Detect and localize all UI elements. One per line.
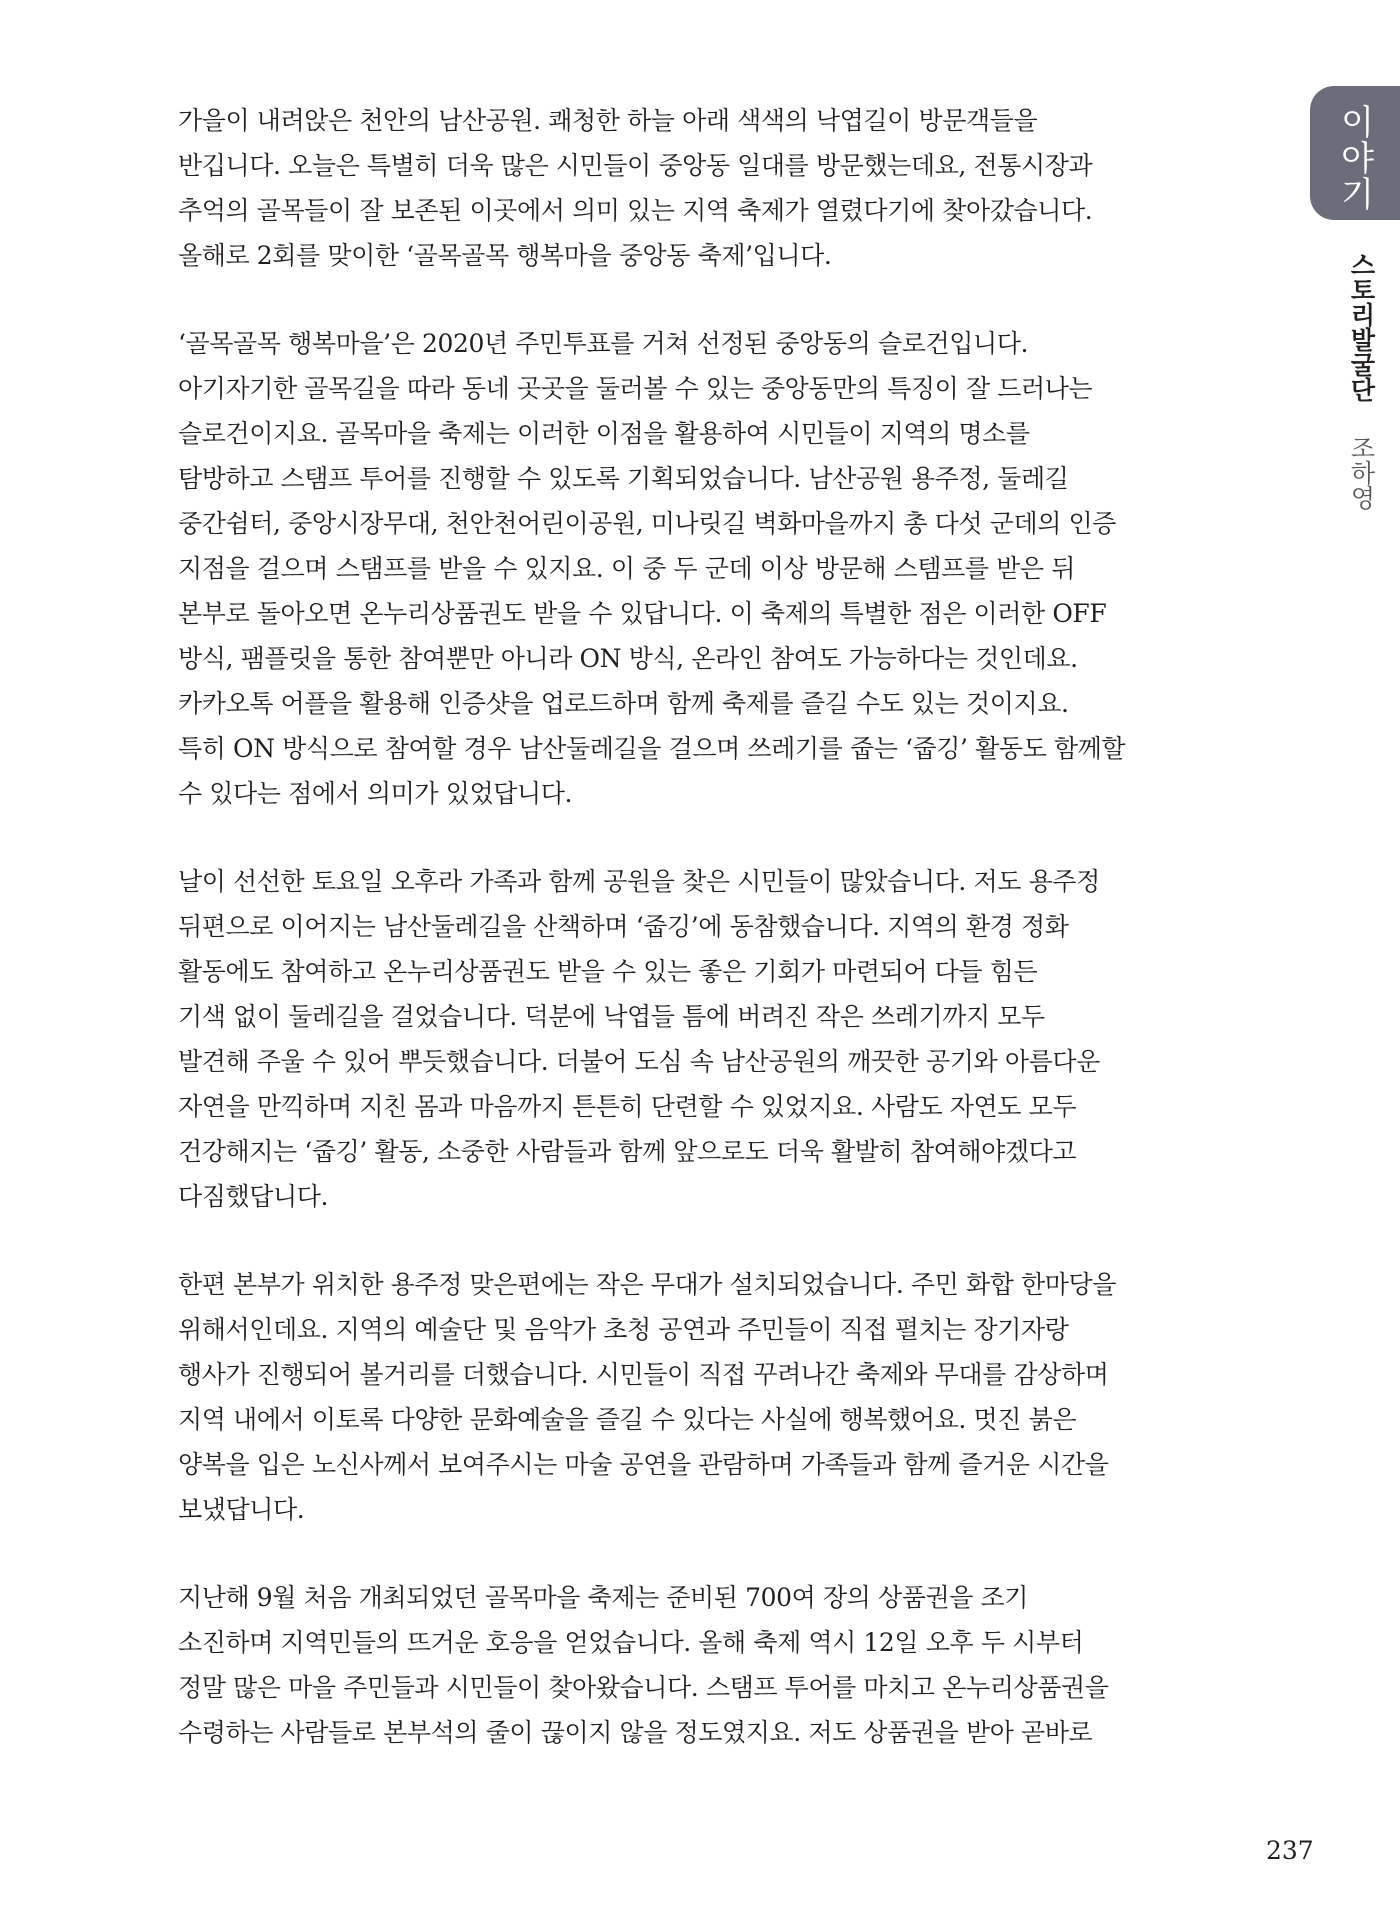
text-line: 카카오톡 어플을 활용해 인증샷을 업로드하며 함께 축제를 즐길 수도 있는 것이지요.: [178, 689, 1069, 718]
text-line: 추억의 골목들이 잘 보존된 이곳에서 의미 있는 지역 축제가 열렸다기에 찾아갔습니다.: [178, 196, 1093, 225]
page-number: 237: [1266, 1836, 1314, 1865]
paragraph: [178, 1575, 1188, 1755]
text-line: 반깁니다. 오늘은 특별히 더욱 많은 시민들이 중앙동 일대를 방문했는데요, 전통시장과: [178, 151, 1093, 180]
text-line: 수령하는 사람들로 본부석의 줄이 끊이지 않을 정도였지요. 저도 상품권을 받아 곧바로: [178, 1718, 1093, 1747]
author-name: 조하영: [1347, 434, 1376, 510]
text-line: 올해로 2회를 맞이한 ‘골목골목 행복마을 중앙동 축제’입니다.: [178, 241, 832, 270]
chapter-tab-label: 이야기: [1334, 104, 1374, 212]
text-line: 행사가 진행되어 볼거리를 더했습니다. 시민들이 직접 꾸려나간 축제와 무대를 감상하며: [178, 1360, 1109, 1389]
paragraph: [178, 98, 1188, 278]
text-line: 지난해 9월 처음 개최되었던 골목마을 축제는 준비된 700여 장의 상품권을 조기: [178, 1583, 1028, 1612]
text-line: 탐방하고 스탬프 투어를 진행할 수 있도록 기획되었습니다. 남산공원 용주정, 둘레길: [178, 464, 1069, 493]
text-line: 중간쉼터, 중앙시장무대, 천안천어린이공원, 미나릿길 벽화마을까지 총 다섯 군데의 인증: [178, 509, 1117, 538]
text-line: 뒤편으로 이어지는 남산둘레길을 산책하며 ‘줍깅’에 동참했습니다. 지역의 환경 정화: [178, 912, 1069, 941]
text-line: 수 있다는 점에서 의미가 있었답니다.: [178, 779, 572, 808]
text-line: 양복을 입은 노신사께서 보여주시는 마술 공연을 관람하며 가족들과 함께 즐거운 시간을: [178, 1450, 1109, 1479]
text-line: 활동에도 참여하고 온누리상품권도 받을 수 있는 좋은 기회가 마련되어 다들 힘든: [178, 957, 1038, 986]
text-line: 한편 본부가 위치한 용주정 맞은편에는 작은 무대가 설치되었습니다. 주민 화합 한마당을: [178, 1270, 1117, 1299]
text-line: 본부로 돌아오면 온누리상품권도 받을 수 있답니다. 이 축제의 특별한 점은 이러한 OFF: [178, 599, 1107, 628]
paragraph: [178, 859, 1188, 1219]
text-line: 다짐했답니다.: [178, 1182, 329, 1211]
text-line: 지점을 걸으며 스탬프를 받을 수 있지요. 이 중 두 군데 이상 방문해 스템프를 받은 뒤: [178, 554, 1075, 583]
paragraph: [178, 321, 1188, 816]
series-name: 스토리발굴단: [1347, 252, 1376, 402]
article-body: [178, 98, 1188, 1798]
text-line: 지역 내에서 이토록 다양한 문화예술을 즐길 수 있다는 사실에 행복했어요. 멋진 붉은: [178, 1405, 1077, 1434]
paragraph: [178, 1262, 1188, 1532]
text-line: 특히 ON 방식으로 참여할 경우 남산둘레길을 걸으며 쓰레기를 줍는 ‘줍깅’ 활동도 함께할: [178, 734, 1126, 763]
text-line: 보냈답니다.: [178, 1495, 305, 1524]
text-line: 건강해지는 ‘줍깅’ 활동, 소중한 사람들과 함께 앞으로도 더욱 활발히 참여해야겠다고: [178, 1137, 1077, 1166]
text-line: 날이 선선한 토요일 오후라 가족과 함께 공원을 찾은 시민들이 많았습니다. 저도 용주정: [178, 867, 1100, 896]
text-line: ‘골목골목 행복마을’은 2020년 주민투표를 거쳐 선정된 중앙동의 슬로건입니다.: [178, 329, 1028, 358]
text-line: 발견해 주울 수 있어 뿌듯했습니다. 더불어 도심 속 남산공원의 깨끗한 공기와 아름다운: [178, 1047, 1100, 1076]
text-line: 슬로건이지요. 골목마을 축제는 이러한 이점을 활용하여 시민들이 지역의 명소를: [178, 419, 1030, 448]
text-line: 기색 없이 둘레길을 걸었습니다. 덕분에 낙엽들 틈에 버려진 작은 쓰레기까지 모두: [178, 1002, 1045, 1031]
text-line: 아기자기한 골목길을 따라 동네 곳곳을 둘러볼 수 있는 중앙동만의 특징이 잘 드러나는: [178, 374, 1093, 403]
text-line: 소진하며 지역민들의 뜨거운 호응을 얻었습니다. 올해 축제 역시 12일 오후 두 시부터: [178, 1628, 1084, 1657]
text-line: 위해서인데요. 지역의 예술단 및 음악가 초청 공연과 주민들이 직접 펼치는 장기자랑: [178, 1315, 1069, 1344]
text-line: 가을이 내려앉은 천안의 남산공원. 쾌청한 하늘 아래 색색의 낙엽길이 방문객들을: [178, 106, 1038, 135]
text-line: 자연을 만끽하며 지친 몸과 마음까지 튼튼히 단련할 수 있었지요. 사람도 자연도 모두: [178, 1092, 1077, 1121]
text-line: 정말 많은 마을 주민들과 시민들이 찾아왔습니다. 스탬프 투어를 마치고 온누리상품권을: [178, 1673, 1109, 1702]
series-title: [1346, 252, 1376, 510]
text-line: 방식, 팸플릿을 통한 참여뿐만 아니라 ON 방식, 온라인 참여도 가능하다는 것인데요.: [178, 644, 1078, 673]
